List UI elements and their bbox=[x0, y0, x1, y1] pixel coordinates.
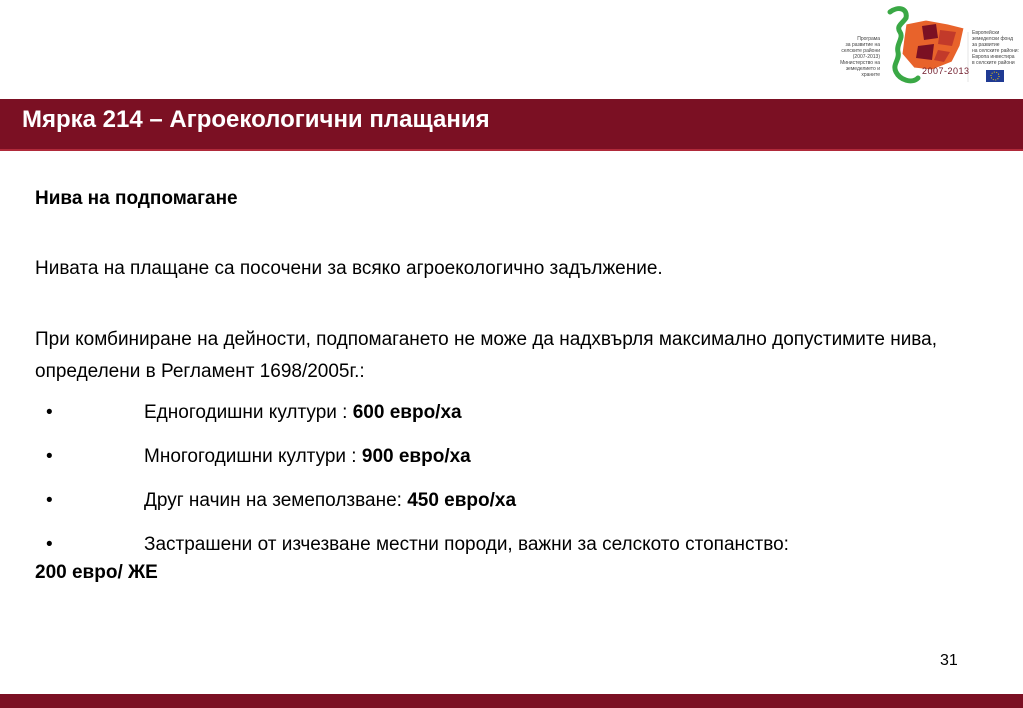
bullet-text: Многогодишни култури : bbox=[144, 446, 362, 467]
bullet-value: 900 евро/ха bbox=[361, 446, 471, 467]
bullet-value: 200 евро/ ЖЕ bbox=[35, 562, 158, 583]
bullet-symbol: • bbox=[46, 402, 53, 423]
bullet-text: Застрашени от изчезване местни породи, важни за селското стопанство: bbox=[144, 534, 789, 555]
bullet-text: Друг начин на земеползване: bbox=[144, 490, 408, 511]
bullet-symbol: • bbox=[46, 446, 53, 467]
list-item bbox=[46, 402, 462, 424]
logo-left-caption: Програма за развитие на селските райони (2007-2013) Министерство на земеделието и храните bbox=[840, 36, 880, 78]
bullet-value: 450 евро/ха bbox=[407, 490, 517, 511]
paragraph-payment-levels: Нивата на плащане са посочени за всяко агроекологично задължение. bbox=[35, 258, 663, 279]
slide-title: Мярка 214 – Агроекологични плащания bbox=[22, 106, 490, 133]
section-heading: Нива на подпомагане bbox=[35, 188, 238, 209]
list-item bbox=[46, 446, 471, 468]
footer-bar bbox=[0, 694, 1023, 708]
page-number: 31 bbox=[940, 652, 958, 669]
logo-years: 2007-2013 bbox=[922, 66, 970, 76]
program-logo bbox=[826, 2, 1022, 94]
title-bar bbox=[0, 99, 1023, 151]
bullet-value: 600 евро/ха bbox=[352, 402, 462, 423]
list-item bbox=[46, 490, 516, 512]
logo-right-caption: Европейски земеделски фонд за развитие на селските райони: Европа инвестира в селските райони bbox=[972, 30, 1019, 66]
bullet-symbol: • bbox=[46, 534, 53, 555]
paragraph-combination: При комбиниране на дейности, подпомагането не може да надхвърля максимално допустимите нива, определени в Регламент 1698/2005г.: bbox=[35, 329, 938, 382]
list-item bbox=[46, 534, 789, 556]
bullet-symbol: • bbox=[46, 490, 53, 511]
bullet-text: Едногодишни култури : bbox=[144, 402, 353, 423]
